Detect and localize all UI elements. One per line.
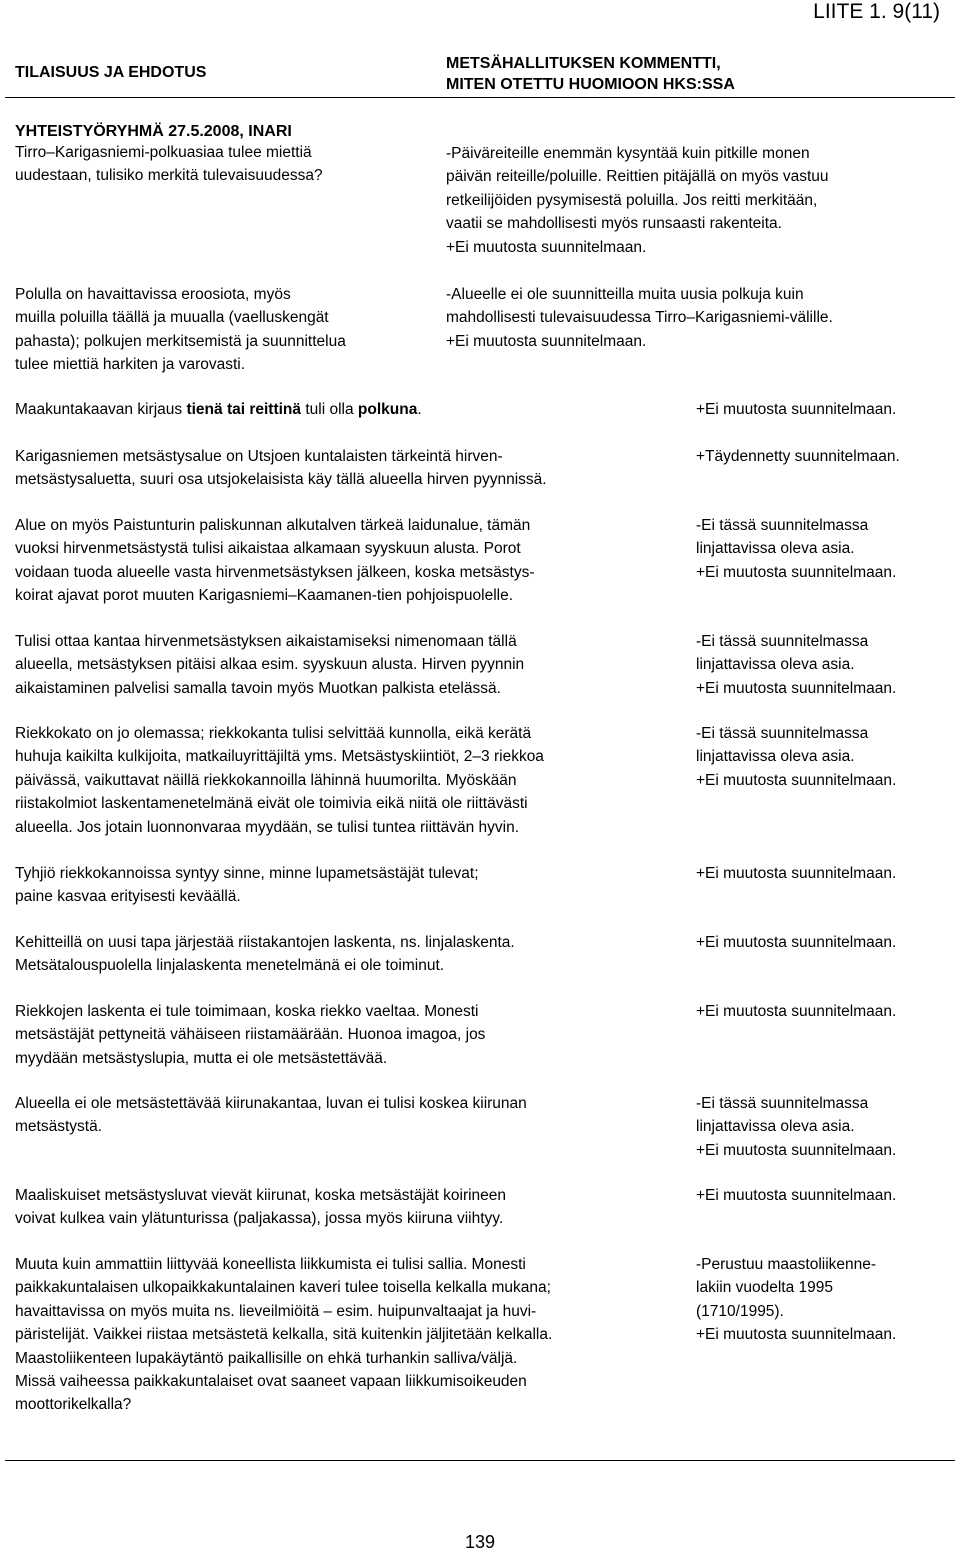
right-column-title-line1: METSÄHALLITUKSEN KOMMENTTI,	[446, 55, 721, 72]
meeting-paragraph-1: Tirro–Karigasniemi-polkuasiaa tulee miettiä uudestaan, tulisiko merkitä tulevaisuudessa?	[15, 144, 323, 185]
maakunta-response: +Ei muutosta suunnitelmaan.	[696, 401, 897, 418]
response-row-1: +Täydennetty suunnitelmaan.	[696, 448, 900, 465]
meeting-heading: YHTEISTYÖRYHMÄ 27.5.2008, INARI	[15, 123, 292, 140]
comment-row-3: Tulisi ottaa kantaa hirvenmetsästyksen aikaistamiseksi nimenomaan tällä alueella, metsästyksen pitäisi alkaa esim. syyskuun alusta. Hirven pyynnin aikaistaminen palvelisi samalla tavoin myös Muotkan palkista etelässä.	[15, 633, 525, 697]
response-row-9: +Ei muutosta suunnitelmaan.	[696, 1187, 897, 1204]
maakunta-prefix: Maakuntakaavan kirjaus	[15, 401, 187, 418]
response-row-6: +Ei muutosta suunnitelmaan.	[696, 934, 897, 951]
response-row-10: -Perustuu maastoliikenne- lakiin vuodelta 1995 (1710/1995). +Ei muutosta suunnitelmaan.	[696, 1256, 897, 1344]
comment-row-2: Alue on myös Paistunturin paliskunnan alkutalven tärkeä laidunalue, tämän vuoksi hirvenmetsästystä tulisi aikaistaa alkamaan syyskuun alusta. Porot voidaan tuoda alueelle vasta hirvenmetsästyksen jälkeen, koska metsästys- koirat ajavat porot muuten Karigasniemi–Kaamanen-tien pohjoispuolelle.	[15, 517, 535, 605]
comment-row-6: Kehitteillä on uusi tapa järjestää riistakantojen laskenta, ns. linjalaskenta. Metsätalouspuolella linjalaskenta menetelmänä ei ole toiminut.	[15, 934, 515, 975]
meeting-paragraph-2: Polulla on havaittavissa eroosiota, myös muilla poluilla täällä ja muualla (vaelluskengät pahasta); polkujen merkitsemistä ja suunnittelua tulee miettiä harkiten ja varovasti.	[15, 286, 346, 374]
response-row-2: -Ei tässä suunnitelmassa linjattavissa oleva asia. +Ei muutosta suunnitelmaan.	[696, 517, 897, 581]
comment-row-10: Muuta kuin ammattiin liittyvää koneellista liikkumista ei tulisi sallia. Monesti paikkakuntalaisen ulkopaikkakuntalainen kaveri tulee toisella kelkalla mukana; havaittavissa on myös muita ns. lieveilmiöitä – esim. huipunvaltaajat ja huvi- päristelijät. Vaikkei riistaa metsästetä kelkalla, sitä kuitenkin jäljitetään kelkalla. Maastoliikenteen lupakäytäntö paikallisille on ehkä turhankin salliva/väljä. Missä vaiheessa paikkakuntalaiset ovat saaneet vapaan liikkumisoikeuden moottorikelkalla?	[15, 1256, 553, 1414]
response-row-3: -Ei tässä suunnitelmassa linjattavissa oleva asia. +Ei muutosta suunnitelmaan.	[696, 633, 897, 697]
maakunta-note	[15, 398, 685, 421]
comment-row-1: Karigasniemen metsästysalue on Utsjoen kuntalaisten tärkeintä hirven- metsästysaluetta, suuri osa utsjokelaisista käy tällä alueella hirven pyynnissä.	[15, 448, 547, 489]
comment-row-5: Tyhjiö riekkokannoissa syntyy sinne, minne lupametsästäjät tulevat; paine kasvaa erityisesti keväällä.	[15, 865, 479, 906]
response-row-4: -Ei tässä suunnitelmassa linjattavissa oleva asia. +Ei muutosta suunnitelmaan.	[696, 725, 897, 789]
comment-row-8: Alueella ei ole metsästettävää kiirunakantaa, luvan ei tulisi koskea kiirunan metsästystä.	[15, 1095, 527, 1136]
maakunta-bold-2: polkuna	[357, 401, 418, 418]
comment-row-9: Maaliskuiset metsästysluvat vievät kiirunat, koska metsästäjät koirineen voivat kulkea vain ylätunturissa (paljakassa), jossa myös kiiruna viihtyy.	[15, 1187, 507, 1228]
response-row-7: +Ei muutosta suunnitelmaan.	[696, 1003, 897, 1020]
maakunta-suffix: .	[417, 401, 422, 418]
header-divider	[5, 97, 955, 98]
response-row-8: -Ei tässä suunnitelmassa linjattavissa oleva asia. +Ei muutosta suunnitelmaan.	[696, 1095, 897, 1159]
comment-row-7: Riekkojen laskenta ei tule toimimaan, koska riekko vaeltaa. Monesti metsästäjät pettyneitä vähäiseen riistamäärään. Huonoa imagoa, jos myydään metsästyslupia, mutta ei ole metsästettävää.	[15, 1003, 486, 1067]
meeting-response-1: -Päiväreiteille enemmän kysyntää kuin pitkille monen päivän reiteille/poluille. Reittien pitäjällä on myös vastuu retkeilijöiden pysymisestä poluilla. Jos reitti merkitään, vaatii se mahdollisesti myös runsaasti rakenteita. +Ei muutosta suunnitelmaan.	[446, 145, 829, 256]
meeting-response-2: -Alueelle ei ole suunnitteilla muita uusia polkuja kuin mahdollisesti tulevaisuudessa Tirro–Karigasniemi-välille. +Ei muutosta suunnitelmaan.	[446, 286, 833, 350]
appendix-label: LIITE 1. 9(11)	[813, 0, 940, 23]
page-number: 139	[464, 1532, 496, 1552]
left-column-title: TILAISUUS JA EHDOTUS	[15, 64, 207, 81]
footer-divider	[5, 1460, 955, 1461]
maakunta-bold-1: tienä tai reittinä	[186, 401, 302, 418]
response-row-5: +Ei muutosta suunnitelmaan.	[696, 865, 897, 882]
comment-row-4: Riekkokato on jo olemassa; riekkokanta tulisi selvittää kunnolla, eikä kerätä huhuja kaikilta kulkijoita, matkailuyrittäjiltä yms. Metsästyskiintiöt, 2–3 riekkoa päivässä, vaikuttavat näillä riekkokannoilla lähinnä huumorilta. Myöskään riistakolmiot laskentamenetelmänä eivät ole toimivia eikä niitä ole riittävästi alueella. Jos jotain luonnonvaraa myydään, se tulisi tuntea riittävän hyvin.	[15, 725, 544, 836]
maakunta-middle: tuli olla	[301, 401, 358, 418]
right-column-title-line2: MITEN OTETTU HUOMIOON HKS:SSA	[446, 76, 735, 93]
